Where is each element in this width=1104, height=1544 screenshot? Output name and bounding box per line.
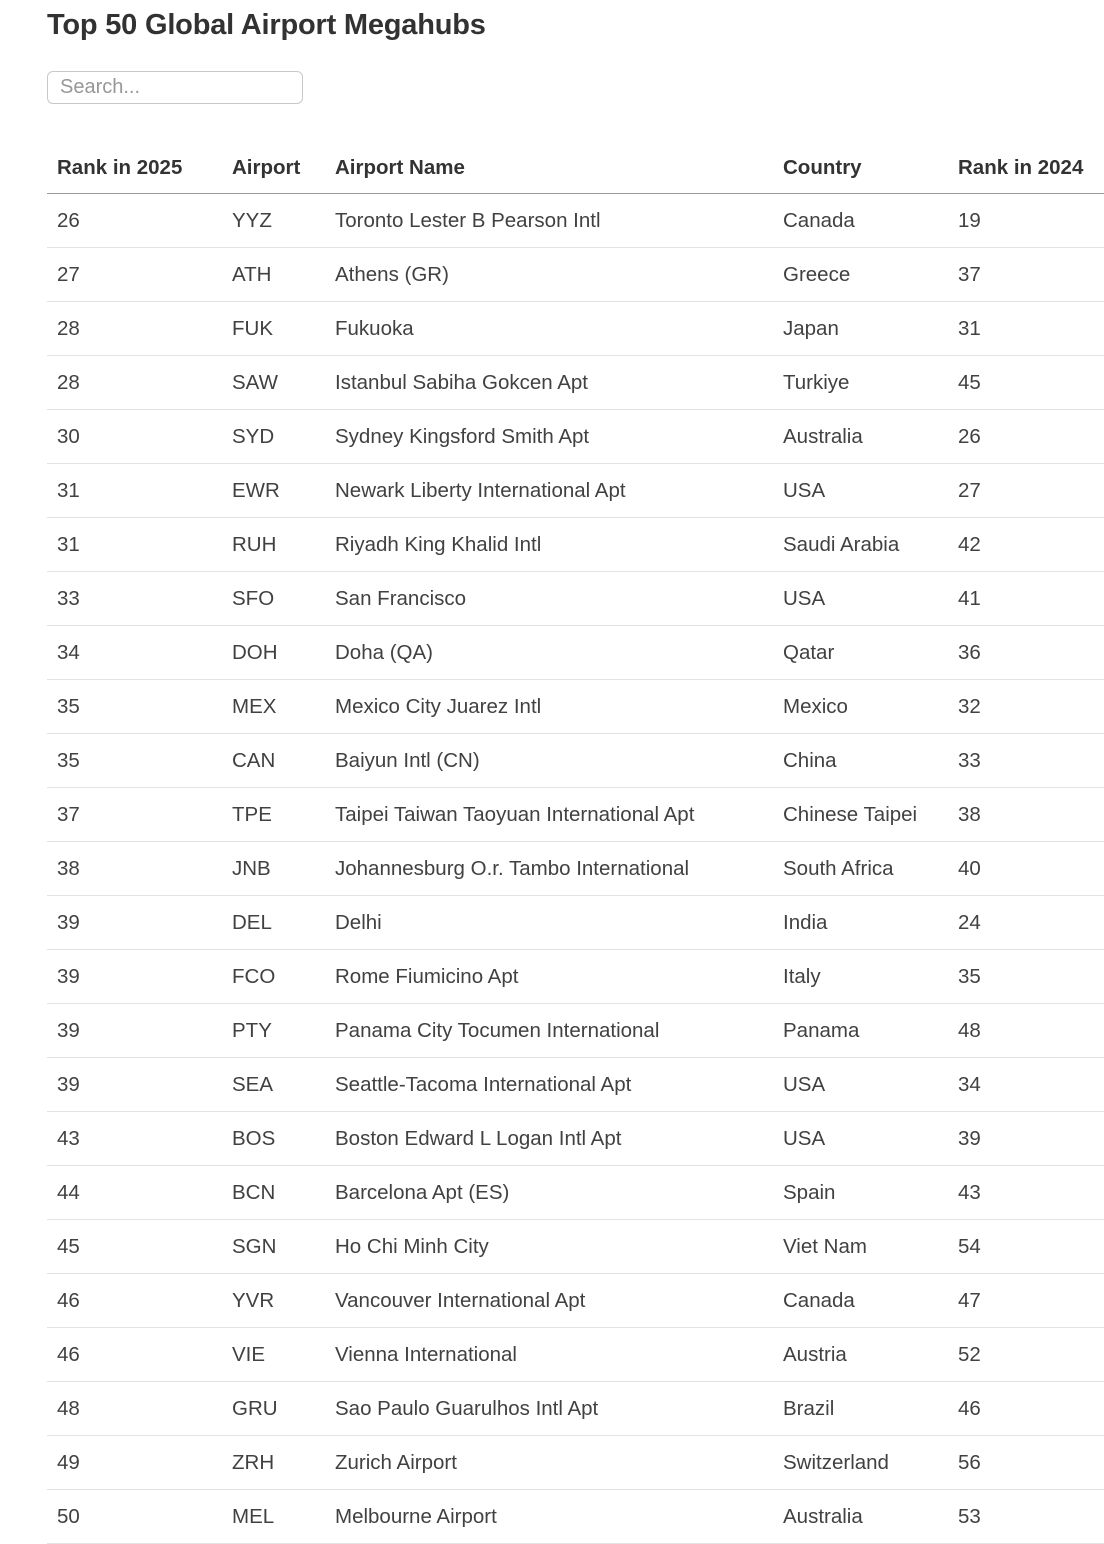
cell-airport-name: Rome Fiumicino Apt bbox=[325, 950, 773, 1004]
cell-airport-code: YYZ bbox=[222, 194, 325, 248]
cell-rank-2025: 31 bbox=[47, 518, 222, 572]
table-row bbox=[47, 1112, 1104, 1166]
cell-country: USA bbox=[773, 572, 948, 626]
cell-rank-2024: 32 bbox=[948, 680, 1104, 734]
cell-rank-2024: 39 bbox=[948, 1112, 1104, 1166]
cell-rank-2025: 30 bbox=[47, 410, 222, 464]
table-row bbox=[47, 194, 1104, 248]
cell-airport-name: Sydney Kingsford Smith Apt bbox=[325, 410, 773, 464]
cell-country: Panama bbox=[773, 1004, 948, 1058]
cell-airport-code: ZRH bbox=[222, 1436, 325, 1490]
page-title: Top 50 Global Airport Megahubs bbox=[47, 9, 486, 41]
cell-airport-name: Fukuoka bbox=[325, 302, 773, 356]
cell-country: Italy bbox=[773, 950, 948, 1004]
table-row bbox=[47, 734, 1104, 788]
column-header-airport-name[interactable]: Airport Name bbox=[325, 148, 773, 194]
cell-country: Brazil bbox=[773, 1382, 948, 1436]
cell-rank-2024: 36 bbox=[948, 626, 1104, 680]
cell-rank-2024: 35 bbox=[948, 950, 1104, 1004]
cell-rank-2024: 40 bbox=[948, 842, 1104, 896]
cell-airport-code: MEX bbox=[222, 680, 325, 734]
cell-airport-name: Doha (QA) bbox=[325, 626, 773, 680]
table-row bbox=[47, 842, 1104, 896]
table-row bbox=[47, 302, 1104, 356]
cell-rank-2025: 26 bbox=[47, 194, 222, 248]
table-row bbox=[47, 1328, 1104, 1382]
cell-rank-2025: 39 bbox=[47, 950, 222, 1004]
cell-rank-2025: 39 bbox=[47, 896, 222, 950]
cell-airport-name: Barcelona Apt (ES) bbox=[325, 1166, 773, 1220]
cell-rank-2024: 33 bbox=[948, 734, 1104, 788]
cell-country: Canada bbox=[773, 194, 948, 248]
cell-airport-name: Athens (GR) bbox=[325, 248, 773, 302]
cell-rank-2025: 38 bbox=[47, 842, 222, 896]
table-row bbox=[47, 410, 1104, 464]
cell-rank-2025: 27 bbox=[47, 248, 222, 302]
table-row bbox=[47, 1058, 1104, 1112]
table-row bbox=[47, 680, 1104, 734]
cell-rank-2024: 56 bbox=[948, 1436, 1104, 1490]
cell-airport-code: PTY bbox=[222, 1004, 325, 1058]
airports-table bbox=[47, 148, 1104, 1544]
cell-rank-2024: 38 bbox=[948, 788, 1104, 842]
cell-airport-name: Johannesburg O.r. Tambo International bbox=[325, 842, 773, 896]
table-row bbox=[47, 518, 1104, 572]
table-row bbox=[47, 1490, 1104, 1544]
cell-rank-2025: 31 bbox=[47, 464, 222, 518]
cell-airport-name: Sao Paulo Guarulhos Intl Apt bbox=[325, 1382, 773, 1436]
cell-airport-code: GRU bbox=[222, 1382, 325, 1436]
cell-country: Australia bbox=[773, 410, 948, 464]
cell-rank-2024: 19 bbox=[948, 194, 1104, 248]
cell-airport-name: Istanbul Sabiha Gokcen Apt bbox=[325, 356, 773, 410]
cell-airport-name: Toronto Lester B Pearson Intl bbox=[325, 194, 773, 248]
cell-rank-2025: 33 bbox=[47, 572, 222, 626]
cell-rank-2025: 39 bbox=[47, 1058, 222, 1112]
cell-airport-name: Seattle-Tacoma International Apt bbox=[325, 1058, 773, 1112]
cell-airport-code: SFO bbox=[222, 572, 325, 626]
cell-rank-2024: 43 bbox=[948, 1166, 1104, 1220]
cell-airport-code: FCO bbox=[222, 950, 325, 1004]
column-header-rank-2024[interactable]: Rank in 2024 bbox=[948, 148, 1104, 194]
table-row bbox=[47, 1220, 1104, 1274]
cell-rank-2024: 37 bbox=[948, 248, 1104, 302]
table-row bbox=[47, 950, 1104, 1004]
cell-airport-code: TPE bbox=[222, 788, 325, 842]
cell-country: China bbox=[773, 734, 948, 788]
cell-rank-2024: 47 bbox=[948, 1274, 1104, 1328]
column-header-airport[interactable]: Airport bbox=[222, 148, 325, 194]
cell-rank-2025: 46 bbox=[47, 1274, 222, 1328]
table-row bbox=[47, 626, 1104, 680]
cell-airport-code: FUK bbox=[222, 302, 325, 356]
table-header-row bbox=[47, 148, 1104, 194]
cell-rank-2025: 43 bbox=[47, 1112, 222, 1166]
cell-country: Japan bbox=[773, 302, 948, 356]
cell-airport-name: Panama City Tocumen International bbox=[325, 1004, 773, 1058]
cell-airport-name: Baiyun Intl (CN) bbox=[325, 734, 773, 788]
cell-airport-name: Mexico City Juarez Intl bbox=[325, 680, 773, 734]
table-row bbox=[47, 1274, 1104, 1328]
cell-airport-code: SGN bbox=[222, 1220, 325, 1274]
cell-airport-code: SEA bbox=[222, 1058, 325, 1112]
cell-country: Turkiye bbox=[773, 356, 948, 410]
cell-country: USA bbox=[773, 464, 948, 518]
table-row bbox=[47, 356, 1104, 410]
cell-airport-code: JNB bbox=[222, 842, 325, 896]
search-input[interactable] bbox=[47, 71, 303, 104]
cell-country: USA bbox=[773, 1058, 948, 1112]
table-row bbox=[47, 1004, 1104, 1058]
column-header-rank-2025[interactable]: Rank in 2025 bbox=[47, 148, 222, 194]
cell-rank-2024: 45 bbox=[948, 356, 1104, 410]
cell-country: Australia bbox=[773, 1490, 948, 1544]
cell-airport-name: Vienna International bbox=[325, 1328, 773, 1382]
cell-rank-2025: 35 bbox=[47, 680, 222, 734]
cell-rank-2024: 26 bbox=[948, 410, 1104, 464]
cell-airport-name: Delhi bbox=[325, 896, 773, 950]
cell-country: South Africa bbox=[773, 842, 948, 896]
cell-country: Switzerland bbox=[773, 1436, 948, 1490]
cell-country: Chinese Taipei bbox=[773, 788, 948, 842]
cell-country: Spain bbox=[773, 1166, 948, 1220]
cell-country: Greece bbox=[773, 248, 948, 302]
table-row bbox=[47, 248, 1104, 302]
cell-country: USA bbox=[773, 1112, 948, 1166]
cell-airport-code: SYD bbox=[222, 410, 325, 464]
cell-airport-name: Taipei Taiwan Taoyuan International Apt bbox=[325, 788, 773, 842]
cell-rank-2024: 34 bbox=[948, 1058, 1104, 1112]
cell-country: Viet Nam bbox=[773, 1220, 948, 1274]
cell-rank-2024: 27 bbox=[948, 464, 1104, 518]
cell-airport-name: Ho Chi Minh City bbox=[325, 1220, 773, 1274]
cell-airport-name: Newark Liberty International Apt bbox=[325, 464, 773, 518]
cell-airport-code: CAN bbox=[222, 734, 325, 788]
cell-airport-name: San Francisco bbox=[325, 572, 773, 626]
cell-rank-2025: 49 bbox=[47, 1436, 222, 1490]
cell-airport-code: RUH bbox=[222, 518, 325, 572]
cell-airport-code: YVR bbox=[222, 1274, 325, 1328]
cell-airport-name: Melbourne Airport bbox=[325, 1490, 773, 1544]
cell-airport-code: BOS bbox=[222, 1112, 325, 1166]
cell-airport-name: Boston Edward L Logan Intl Apt bbox=[325, 1112, 773, 1166]
cell-rank-2024: 31 bbox=[948, 302, 1104, 356]
cell-country: Saudi Arabia bbox=[773, 518, 948, 572]
cell-airport-code: DOH bbox=[222, 626, 325, 680]
cell-airport-code: ATH bbox=[222, 248, 325, 302]
cell-rank-2025: 28 bbox=[47, 356, 222, 410]
cell-rank-2024: 42 bbox=[948, 518, 1104, 572]
table-row bbox=[47, 1382, 1104, 1436]
cell-rank-2025: 44 bbox=[47, 1166, 222, 1220]
table-row bbox=[47, 572, 1104, 626]
cell-country: Qatar bbox=[773, 626, 948, 680]
cell-airport-code: EWR bbox=[222, 464, 325, 518]
cell-rank-2025: 45 bbox=[47, 1220, 222, 1274]
cell-country: Mexico bbox=[773, 680, 948, 734]
cell-country: Canada bbox=[773, 1274, 948, 1328]
cell-rank-2024: 52 bbox=[948, 1328, 1104, 1382]
table-row bbox=[47, 464, 1104, 518]
cell-airport-code: VIE bbox=[222, 1328, 325, 1382]
cell-rank-2025: 46 bbox=[47, 1328, 222, 1382]
cell-rank-2024: 46 bbox=[948, 1382, 1104, 1436]
cell-rank-2025: 37 bbox=[47, 788, 222, 842]
table-row bbox=[47, 1166, 1104, 1220]
cell-airport-name: Riyadh King Khalid Intl bbox=[325, 518, 773, 572]
cell-country: Austria bbox=[773, 1328, 948, 1382]
column-header-country[interactable]: Country bbox=[773, 148, 948, 194]
cell-airport-name: Zurich Airport bbox=[325, 1436, 773, 1490]
cell-rank-2024: 54 bbox=[948, 1220, 1104, 1274]
cell-airport-name: Vancouver International Apt bbox=[325, 1274, 773, 1328]
cell-rank-2024: 53 bbox=[948, 1490, 1104, 1544]
table-row bbox=[47, 1436, 1104, 1490]
cell-rank-2025: 50 bbox=[47, 1490, 222, 1544]
cell-rank-2025: 28 bbox=[47, 302, 222, 356]
cell-rank-2025: 48 bbox=[47, 1382, 222, 1436]
cell-rank-2024: 48 bbox=[948, 1004, 1104, 1058]
cell-country: India bbox=[773, 896, 948, 950]
cell-rank-2025: 39 bbox=[47, 1004, 222, 1058]
cell-airport-code: SAW bbox=[222, 356, 325, 410]
cell-rank-2025: 34 bbox=[47, 626, 222, 680]
cell-airport-code: MEL bbox=[222, 1490, 325, 1544]
table-row bbox=[47, 788, 1104, 842]
cell-airport-code: DEL bbox=[222, 896, 325, 950]
cell-rank-2024: 41 bbox=[948, 572, 1104, 626]
cell-rank-2025: 35 bbox=[47, 734, 222, 788]
table-body bbox=[47, 194, 1104, 1544]
table-row bbox=[47, 896, 1104, 950]
cell-rank-2024: 24 bbox=[948, 896, 1104, 950]
cell-airport-code: BCN bbox=[222, 1166, 325, 1220]
